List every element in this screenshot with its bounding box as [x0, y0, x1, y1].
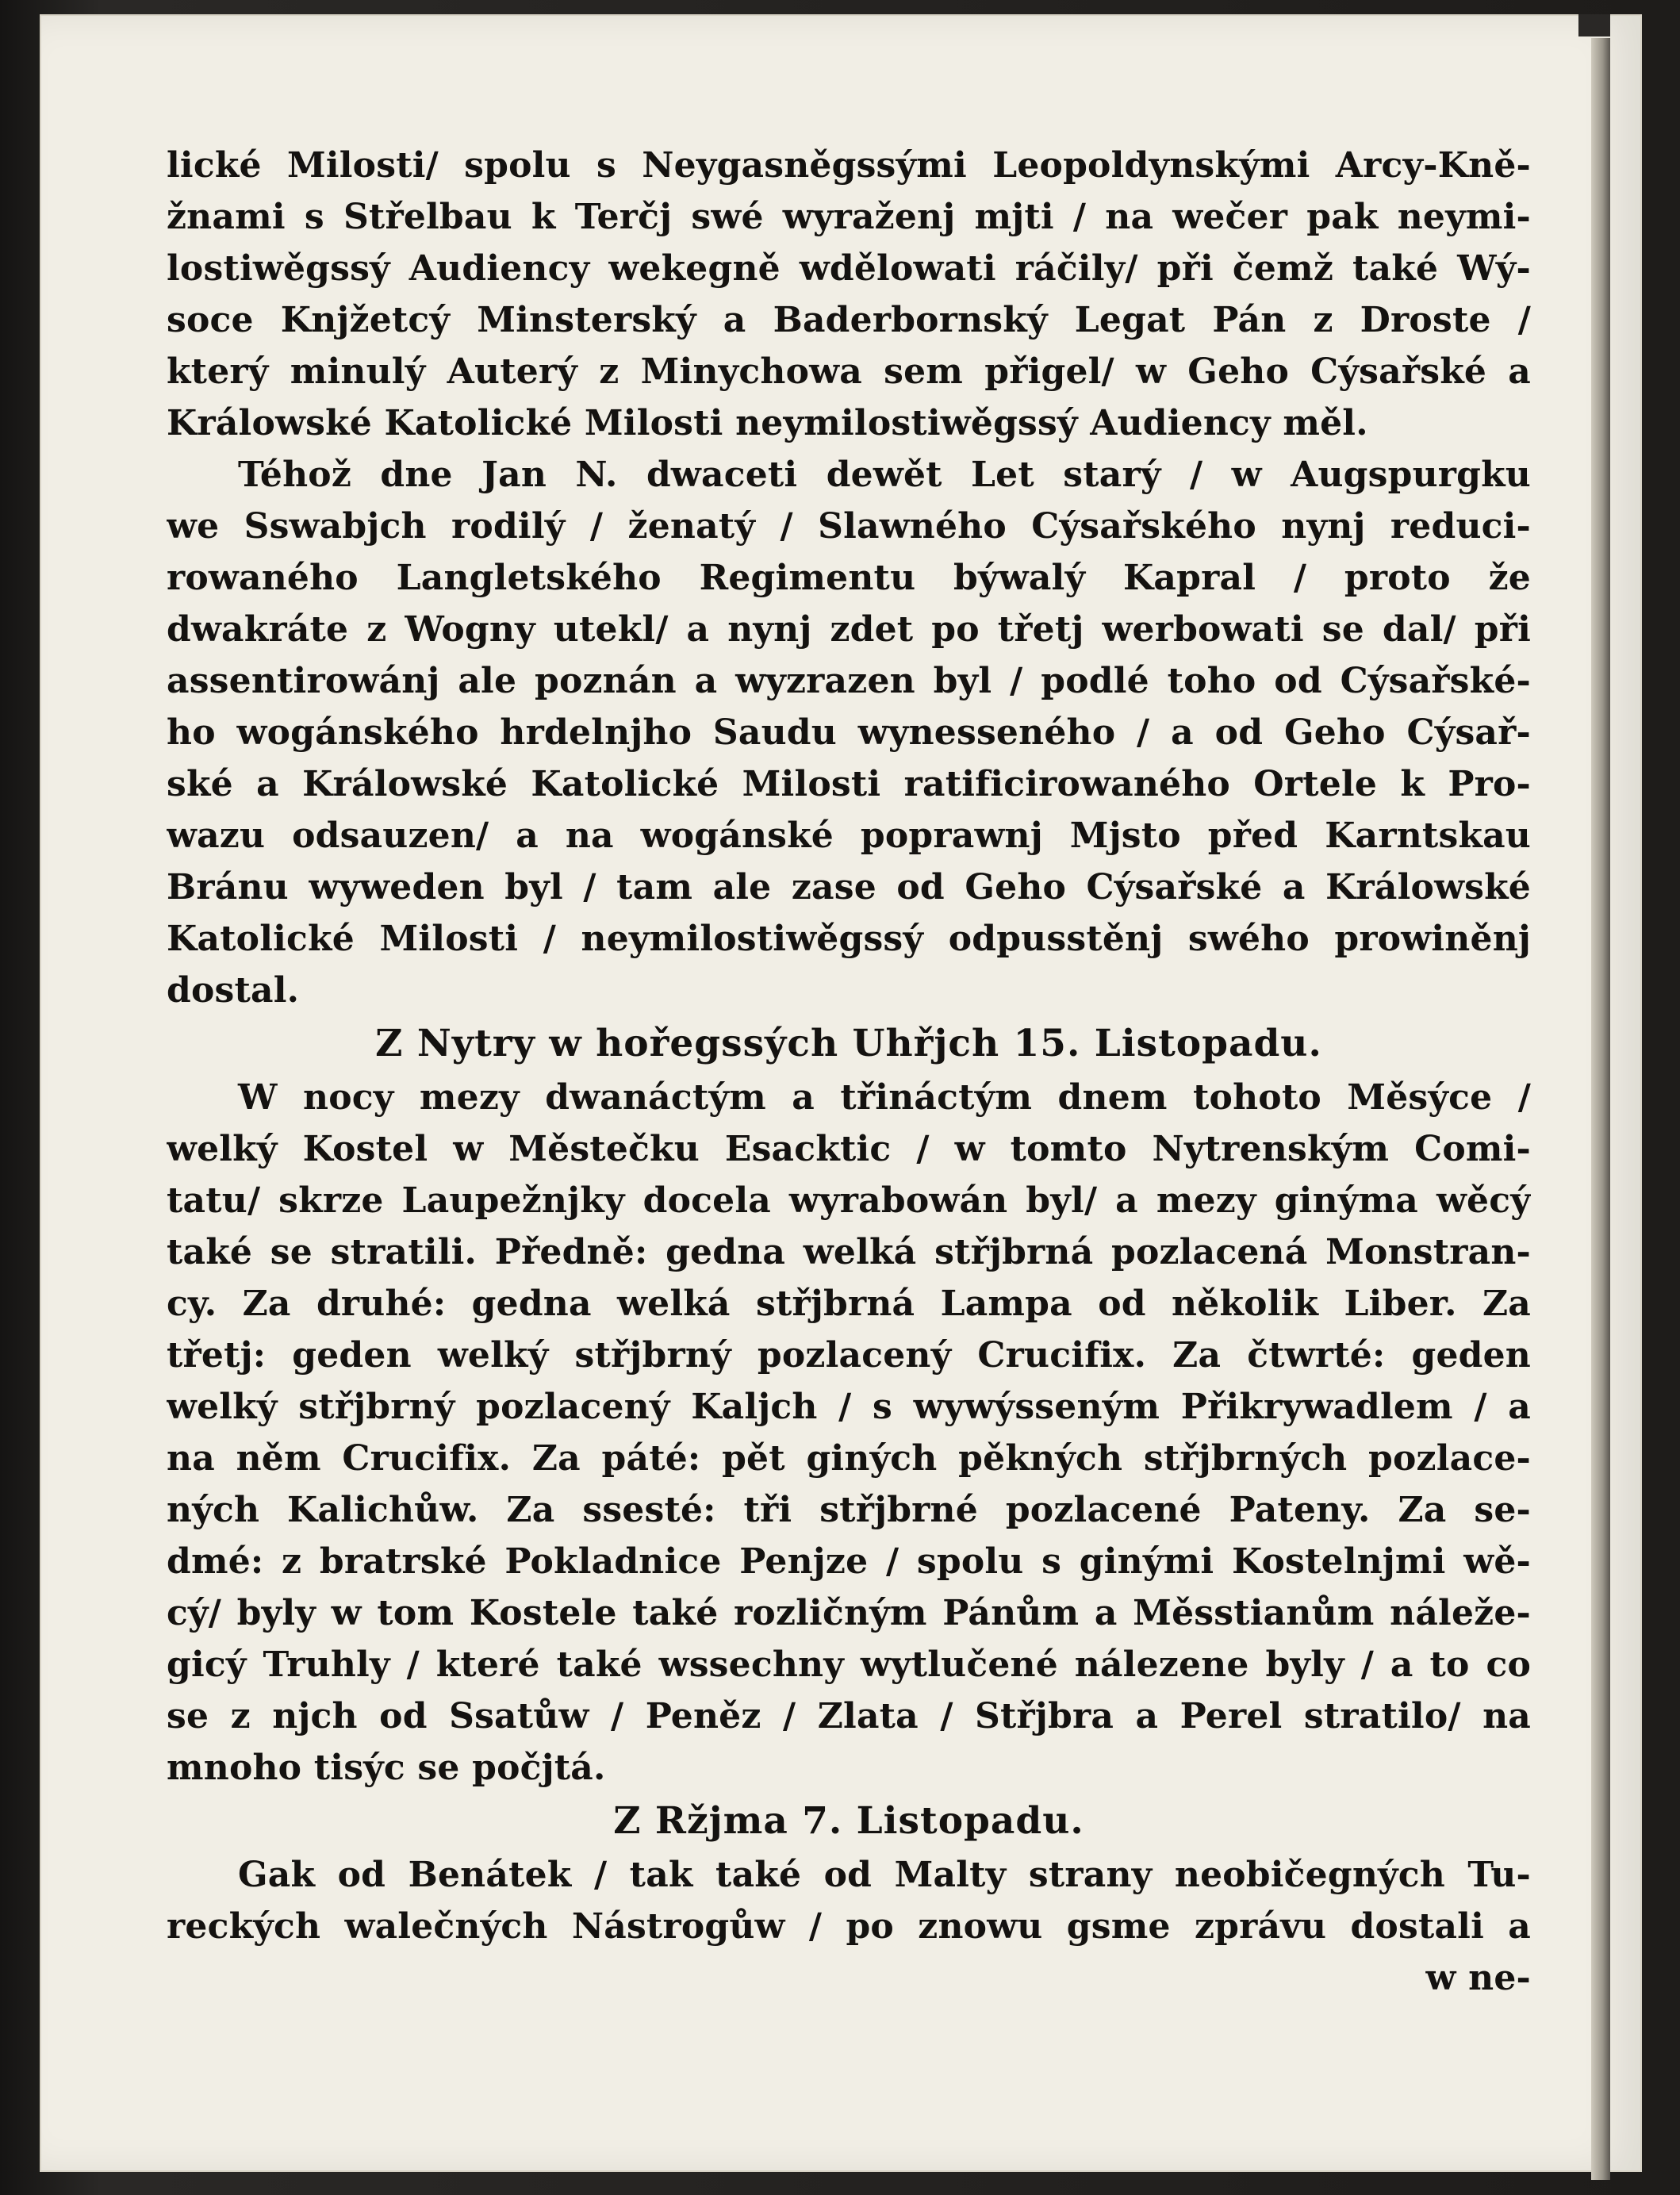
dateline-heading: Z Nytry w hořegssých Uhřjch 15. Listopadu. — [375, 1022, 1322, 1065]
text-line: se z njch od Ssatůw / Peněz / Zlata / Střjbra a Perel stratilo/ na — [167, 1696, 1531, 1736]
text-line: lostiwěgssý Audiency wekegně wdělowati ráčily/ při čemž také Wý- — [167, 248, 1531, 289]
text-line: žnami s Střelbau k Terčj swé wyraženj mjti / na wečer pak neymi- — [167, 197, 1531, 237]
text-line: třetj: geden welký střjbrný pozlacený Crucifix. Za čtwrté: geden — [167, 1335, 1531, 1376]
text-line: dwakráte z Wogny utekl/ a nynj zdet po třetj werbowati se dal/ při — [167, 609, 1531, 650]
text-line: wazu odsauzen/ a na wogánské poprawnj Mjsto před Karntskau — [167, 815, 1531, 856]
text-line: gicý Truhly / které také wssechny wytlučené nálezene byly / a to co — [167, 1644, 1531, 1685]
text-line: we Sswabjch rodilý / ženatý / Slawného Cýsařského nynj reduci- — [167, 506, 1531, 547]
text-line: ské a Králowské Katolické Milosti ratificirowaného Ortele k Pro- — [167, 764, 1531, 804]
page-edge-shadow — [1591, 38, 1610, 2180]
text-line: assentirowánj ale poznán a wyzrazen byl / podlé toho od Cýsařské- — [167, 661, 1531, 701]
text-line: dostal. — [167, 970, 300, 1011]
text-line: W nocy mezy dwanáctým a třináctým dnem tohoto Měsýce / — [238, 1077, 1531, 1118]
text-line: také se stratili. Předně: gedna welká střjbrná pozlacená Monstran- — [167, 1232, 1531, 1272]
text-line: ných Kalichůw. Za ssesté: tři střjbrné pozlacené Pateny. Za se- — [167, 1490, 1531, 1530]
text-line: Katolické Milosti / neymilostiwěgssý odpusstěnj swého prowiněnj — [167, 919, 1531, 959]
text-line: soce Knjžetcý Minsterský a Baderbornský Legat Pán z Droste / — [167, 300, 1531, 340]
text-line: Téhož dne Jan N. dwaceti dewět Let starý / w Augspurgku — [238, 455, 1531, 495]
text-line: na něm Crucifix. Za páté: pět giných pěkných střjbrných pozlace- — [167, 1438, 1531, 1479]
text-line: Králowské Katolické Milosti neymilostiwěgssý Audiency měl. — [167, 403, 1368, 443]
text-line: lické Milosti/ spolu s Neygasněgssými Leopoldynskými Arcy-Kně- — [167, 145, 1531, 186]
catchword: w ne- — [1425, 1958, 1531, 1998]
text-line: ho wogánského hrdelnjho Saudu wynesseného / a od Geho Cýsař- — [167, 712, 1531, 753]
text-line: welký Kostel w Městečku Esacktic / w tomto Nytrenským Comi- — [167, 1129, 1531, 1169]
text-line: mnoho tisýc se počjtá. — [167, 1748, 606, 1788]
text-line: který minulý Auterý z Minychowa sem přigel/ w Geho Cýsařské a — [167, 351, 1531, 392]
text-line: Gak od Benátek / tak také od Malty strany neobičegných Tu- — [238, 1855, 1531, 1895]
text-line: tatu/ skrze Laupežnjky docela wyrabowán byl/ a mezy ginýma wěcý — [167, 1180, 1531, 1221]
text-line: welký střjbrný pozlacený Kaljch / s wywýsseným Přikrywadlem / a — [167, 1387, 1531, 1427]
page-text — [167, 140, 1531, 2004]
text-line: reckých walečných Nástrogůw / po znowu gsme zprávu dostali a — [167, 1906, 1531, 1947]
text-line: Bránu wyweden byl / tam ale zase od Geho Cýsařské a Králowské — [167, 867, 1531, 908]
dateline-heading: Z Ržjma 7. Listopadu. — [613, 1799, 1084, 1843]
text-line: dmé: z bratrské Pokladnice Penjze / spolu s ginými Kostelnjmi wě- — [167, 1541, 1531, 1582]
text-line: rowaného Langletského Regimentu býwalý Kapral / proto že — [167, 558, 1531, 598]
corner-shadow — [1578, 14, 1610, 36]
text-line: cy. Za druhé: gedna welká střjbrná Lampa od několik Liber. Za — [167, 1284, 1531, 1324]
text-line: cý/ byly w tom Kostele také rozličným Pánům a Měsstianům náleže- — [167, 1593, 1531, 1633]
